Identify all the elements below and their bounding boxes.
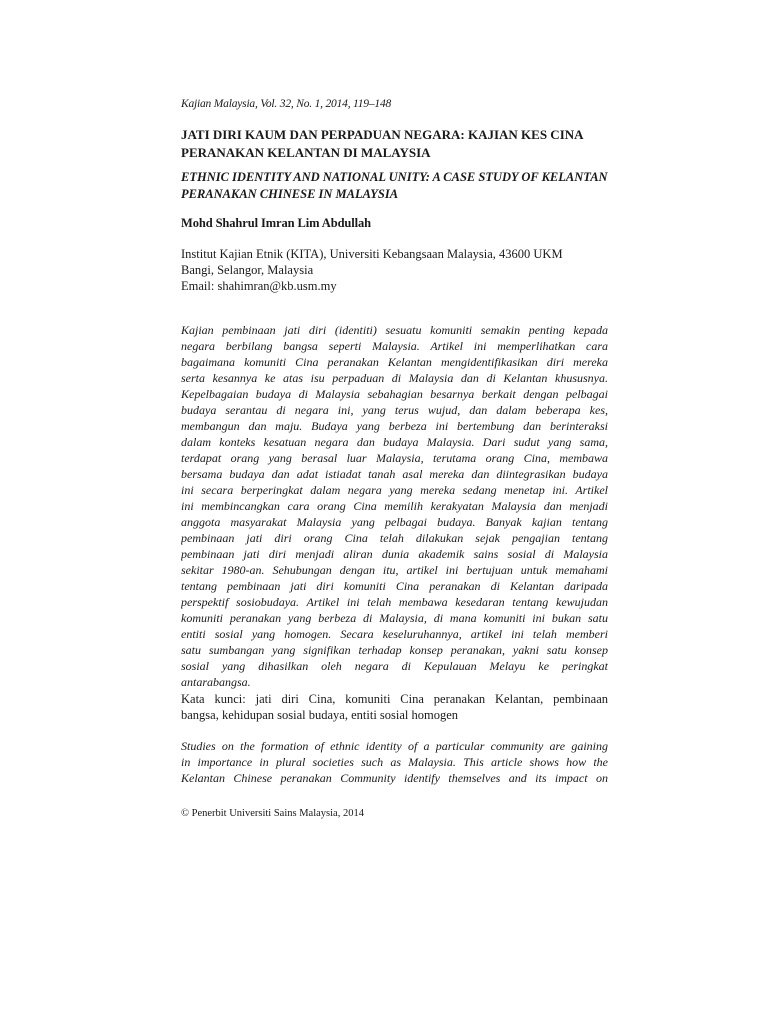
affiliation-line: Bangi, Selangor, Malaysia <box>181 263 314 277</box>
keywords-block <box>181 691 608 723</box>
abstract-line: sosial yang dihasilkan oleh negara di Kepulauan Melayu ke peringkat <box>181 659 608 673</box>
abstract-line: entiti sosial yang homogen. Secara keseluruhannya, artikel ini telah memberi <box>181 627 608 641</box>
abstract-line: pembinaan jati diri menjadi aliran dunia akademik sains sosial di Malaysia <box>181 547 608 561</box>
abstract-line: membangun dan maju. Budaya yang berbeza ini bertembung dan berinteraksi <box>181 419 608 433</box>
journal-reference: Kajian Malaysia, Vol. 32, No. 1, 2014, 119–148 <box>181 98 392 110</box>
abstract-line: serta kesannya ke atas isu perpaduan di Malaysia dan di Kelantan khususnya. <box>181 371 608 385</box>
abstract-line: dalam konteks kesatuan negara dan budaya Malaysia. Dari sudut yang sama, <box>181 435 608 449</box>
abstract-line: perspektif sosiobudaya. Artikel ini telah membawa kesedaran tentang kewujudan <box>181 595 608 609</box>
abstract-line: budaya serantau di negara ini, yang terus wujud, dan dalam beberapa kes, <box>181 403 608 417</box>
abstract-line: anggota masyarakat Malaysia yang pelbagai budaya. Banyak kajian tentang <box>181 515 608 529</box>
abstract-line: sekitar 1980-an. Sehubungan dengan itu, artikel ini bertujuan untuk memahami <box>181 563 608 577</box>
author-name: Mohd Shahrul Imran Lim Abdullah <box>181 216 372 230</box>
abstract-line: bagaimana komuniti Cina peranakan Kelantan mengidentifikasikan diri mereka <box>181 355 608 369</box>
abstract-malay <box>181 322 608 690</box>
abstract-line: Kajian pembinaan jati diri (identiti) sesuatu komuniti semakin penting kepada <box>181 323 608 337</box>
author-affiliation <box>181 246 601 294</box>
abstract-line: pembinaan jati diri orang Cina telah dilakukan sejak pengajian tentang <box>181 531 608 545</box>
abstract-english <box>181 738 608 786</box>
copyright-notice: © Penerbit Universiti Sains Malaysia, 2014 <box>181 808 364 819</box>
abstract-line: Kepelbagaian budaya di Malaysia sebahagian besarnya berkait dengan pelbagai <box>181 387 608 401</box>
keywords-line: Kata kunci: jati diri Cina, komuniti Cina peranakan Kelantan, pembinaan <box>181 692 608 706</box>
abstract-line: antarabangsa. <box>181 675 251 689</box>
abstract-line: ini secara berperingkat dalam negara yang mereka sedang menetap ini. Artikel <box>181 483 608 497</box>
author-email: Email: shahimran@kb.usm.my <box>181 279 337 293</box>
title-malay: JATI DIRI KAUM DAN PERPADUAN NEGARA: KAJIAN KES CINA PERANAKAN KELANTAN DI MALAYSIA <box>181 127 583 160</box>
abstract-line: bersama budaya dan adat istiadat tanah asal mereka dan diintegrasikan budaya <box>181 467 608 481</box>
abstract-line: satu sumbangan yang signifikan terhadap konsep peranakan, yakni satu konsep <box>181 643 608 657</box>
abstract-line: komuniti peranakan yang berbeza di Malaysia, di mana komuniti ini bukan satu <box>181 611 608 625</box>
keywords-line: bangsa, kehidupan sosial budaya, entiti sosial homogen <box>181 708 459 722</box>
affiliation-line: Institut Kajian Etnik (KITA), Universiti Kebangsaan Malaysia, 43600 UKM <box>181 247 563 261</box>
abstract-line: Kelantan Chinese peranakan Community identify themselves and its impact on <box>181 771 608 785</box>
abstract-line: ini membincangkan cara orang Cina memilih kerakyatan Malaysia dan menjadi <box>181 499 608 513</box>
abstract-line: tentang pembinaan jati diri komuniti Cina peranakan di Kelantan daripada <box>181 579 608 593</box>
abstract-line: terdapat orang yang berasal luar Malaysia, terutama orang Cina, membawa <box>181 451 608 465</box>
abstract-line: in importance in plural societies such as Malaysia. This article shows how the <box>181 755 608 769</box>
abstract-line: negara berbilang bangsa seperti Malaysia. Artikel ini memperlihatkan cara <box>181 339 608 353</box>
abstract-line: Studies on the formation of ethnic identity of a particular community are gaining <box>181 739 608 753</box>
title-english: ETHNIC IDENTITY AND NATIONAL UNITY: A CASE STUDY OF KELANTAN PERANAKAN CHINESE IN MALAYSIA <box>181 170 608 201</box>
